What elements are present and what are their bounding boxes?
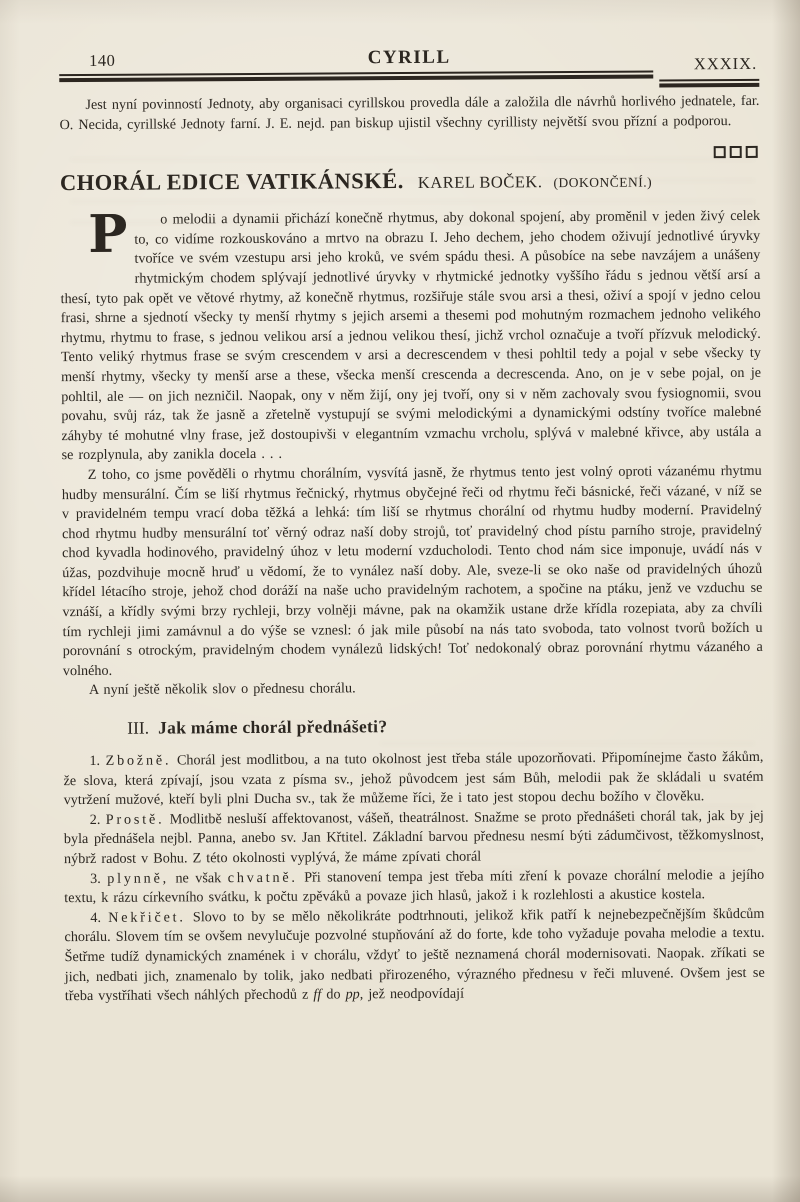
item-keyword: plynně,: [107, 870, 170, 887]
page-content: [59, 46, 765, 1007]
item-text: , jež neodpovídají: [359, 985, 465, 1003]
lead-paragraph: [60, 203, 762, 466]
square-icon: [746, 145, 758, 157]
transition-paragraph: A nyní ještě několik slov o přednesu chorálu.: [88, 680, 356, 699]
drop-cap-initial: P: [88, 203, 128, 266]
lead-paragraph-text: o melodii a dynamii přichází konečně rhytmus, aby dokonal spojení, aby proměnil v jeden živý celek to, co vidíme rozkouskováno a mrtvo na obrazu I. Jeho dechem, jeho chodem oživují jednotlivé úryvky tvoříce ve svém vzestupu arsi jeho kroků, ve svém spádu thesi. A působíce na sebe navzájem a unášeny rhytmickým chodem splývají jednotlivé úryvky v rhytmické jednotky vyššího řádu s jednou větší arsí a thesí, tyto pak opět ve větové rhytmy, až konečně rhytmus, rozšiřuje stále svou arsi a thesi, oživí a spojí v jedno celou frasi, shrne a sjednotí všecky ty menší rhytmy s jejich arsemi a thesemi pod mohutným rozmachem jednoho velikého rhytmu, rhytmu to frase, s jednou velikou arsí a jednou velikou thesí, jichž vrchol označuje a tvoří přízvuk melodický. Tento veliký rhytmus frase se svým crescendem v arsi a decrescendem v thesi pohltil tedy a pojal v sebe všecky ty menší rhytmy, všecky ty menší arse a these, všecka menší crescenda a decrescenda. Ano, on je v sebe pojal, on je pohltil, ale — on jich nezničil. Naopak, ony v něm žijí, ony jej tvoří, ony si v něm zachovaly svou fysiognomii, svou povahu, svůj ráz, tak že jasně a zřetelně vystupují se svými melodickými a dynamickými odstíny tvoříce malebné záhyby té mohutné vlny frase, jež dostoupivši v elegantním vzmachu vrcholu, splývá v malebné křivce, aby ustála a se rozplynula, aby zanikla docela . . .: [60, 208, 762, 464]
article-author: KAREL BOČEK.: [417, 172, 543, 193]
dynamics-ff: ff: [313, 986, 322, 1003]
numbered-item-2: [64, 807, 764, 870]
item-keyword: chvatně.: [227, 869, 298, 886]
item-number: 2.: [89, 811, 101, 828]
item-text: ne však: [175, 869, 222, 887]
section-heading: [127, 714, 763, 739]
volume-number: XXXIX.: [693, 53, 758, 74]
numbered-item-3: [64, 865, 764, 908]
dynamics-pp: pp: [345, 986, 360, 1003]
item-number: 3.: [90, 870, 101, 887]
numbered-item-1: [63, 748, 763, 811]
item-keyword: Zbožně.: [105, 752, 172, 769]
square-icon: [730, 145, 742, 157]
page-header: [59, 46, 759, 96]
journal-title: CYRILL: [367, 46, 451, 69]
intro-paragraph: Jest nyní povinností Jednoty, aby organisaci cyrillskou provedla dále a založila dle návrhů horlivého jednatele, far. O. Necida, cyrillské Jednoty farní. J. E. nejd. pan biskup ujistil všechny cyrillisty největší svou přízní a podporou.: [59, 92, 760, 133]
item-text: Modlitbě nesluší affektovanost, vášeň, theatrálnost. Snažme se proto přednášeti chorál tak, jak by jej byla přednášela nejbl. Panna, anebo sv. Jan Křtitel. Základní barvou přednesu nesmí býti zádumčivost, těžkomyslnost, nýbrž radost v Bohu. Z této okolnosti vyplývá, že máme zpívati chorál: [63, 807, 764, 868]
section-number: III.: [127, 717, 150, 738]
body-paragraph: Z toho, co jsme pověděli o rhytmu chorálním, vysvítá jasně, že rhytmus tento jest volný oproti vázanému rhytmu hudby mensurální. Čím se liší rhytmus řečnický, rhytmus obyčejné řeči od rhytmu řeči básnické, řeči vázané, v níž se v pravidelném tempu vrací doba těžká a lehká: tím liší se rhytmus chorální od rhytmu hudby moderní. Pravidelný chod rhytmu hudby mensurální toť věrný odraz naší doby strojů, toť pravidelný chod pístu parního stroje, pravidelný chod kyvadla hodinového, pravidelný úhoz v letu moderní vzducholodi. Tento chod nám sice imponuje, uvádí nás v úžas, pozdvihuje mocně hruď u vědomí, že to vynález naší doby. Ale, sveze-li se oko naše od pravidelných úhozů křídel létacího stroje, jehož chod doráží na naše ucho pravidelným rachotem, a spočine na ptáku, jenž ve vzduchu se vznáší, a křídly svými brzy rychleji, brzy volněji mávne, pak na okamžik ustane drže křídla rozepiata, aby za chvíli tím rychleji jimi zamávnul a do výše se vznesl: ó jak mile působí na nás tato svoboda, tato volnost tvorů božích u porovnání s otrockým, pravidelným chodem vynálezů lidských! Toť nedokonalý obraz porovnání rhytmu vázaného a volného.: [61, 462, 763, 679]
item-text: Při stanovení tempa jest třeba míti zření k povaze chorální melodie a jejího textu, k rázu církevního svátku, k počtu zpěváků a povaze jich hlasů, jakož i k rozlehlosti a akustice kostela.: [64, 866, 765, 907]
section-title: Jak máme chorál přednášeti?: [158, 716, 388, 738]
header-rule-left: [59, 71, 653, 83]
article-title: CHORÁL EDICE VATIKÁNSKÉ.: [59, 168, 404, 196]
item-text: do: [321, 986, 346, 1003]
square-icon: [714, 146, 726, 158]
article-continuation-note: (DOKONČENÍ.): [553, 174, 653, 191]
item-keyword: Nekřičet.: [108, 909, 186, 926]
numbered-item-4: [64, 905, 765, 1007]
item-number: 1.: [89, 752, 101, 770]
section-end-squares: [60, 142, 758, 160]
item-text: Chorál jest modlitbou, a na tuto okolnost jest třeba stále upozorňovati. Připomínejme často žákům, že slova, která zpívají, jsou vzata z písma sv., jehož původcem jest sám Bůh, melodii pak že skládali u svatém vytržení mužové, kteří byli plni Ducha sv., tak že můžeme říci, že i tato jest stopou dechu božího v člověku.: [63, 748, 764, 809]
article-title-line: [60, 166, 760, 196]
item-text: Slovo to by se mělo několikráte podtrhnouti, jelikož křik patří k nejnebezpečnějším škůdcům chorálu. Slovem tím se ovšem nevylučuje pozvolné stupňování až do forte, kde toho vyžaduje povaha melodie a textu. Šetřme tudíž dynamických znamének i v chorálu, vždyť to ještě neznamená chorál modernisovati. Naopak. zříkati se jich, nedbati jich, znamenalo by tolik, jako nedbati přirozeného, výrazného přednesu v řeči mluvené. Ovšem jest se třeba vystříhati všech náhlých přechodů z: [64, 905, 765, 1005]
item-keyword: Prostě.: [105, 811, 165, 828]
header-rule-right: [659, 79, 759, 88]
page-number: 140: [89, 50, 116, 70]
item-number: 4.: [90, 909, 102, 926]
